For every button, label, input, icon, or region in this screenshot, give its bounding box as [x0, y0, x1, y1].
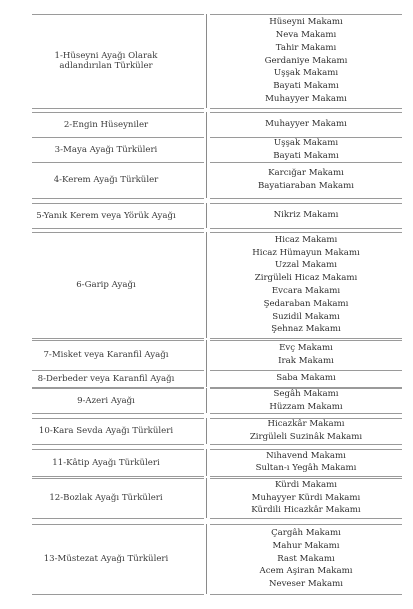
bracket-rule: [210, 232, 402, 233]
bracket-connector: [206, 478, 207, 518]
makam-item: Suzidil Makamı: [272, 311, 340, 322]
ayak-label-line: adlandırılan Türküler: [59, 61, 153, 71]
makam-item: Evcara Makamı: [271, 285, 341, 296]
bracket-rule: [32, 388, 204, 389]
makam-item: Şedaraban Makamı: [263, 298, 349, 309]
makam-item: Bayatiaraban Makamı: [257, 180, 355, 191]
bracket-rule: [210, 388, 402, 389]
makam-item: Acem Aşiran Makamı: [259, 566, 353, 577]
bracket-rule: [32, 228, 204, 229]
bracket-rule: [32, 594, 204, 595]
bracket-connector: [206, 203, 207, 228]
ayak-label: [6, 458, 206, 468]
bracket-connector: [206, 370, 207, 387]
makam-item: Rast Makamı: [277, 553, 335, 564]
bracket-rule: [210, 137, 402, 138]
makam-item: Nihavend Makamı: [266, 450, 346, 461]
ayak-label-line: 10-Kara Sevda Ayağı Türküleri: [38, 426, 174, 436]
makam-item: Hüzzam Makamı: [269, 401, 343, 412]
ayak-label: [6, 280, 206, 290]
ayak-label: [6, 426, 206, 436]
bracket-rule: [210, 338, 402, 339]
bracket-rule: [32, 108, 204, 109]
makam-item: Hicaz Makamı: [274, 234, 338, 245]
bracket-rule: [32, 418, 204, 419]
makam-item: Uşşak Makamı: [273, 68, 339, 79]
bracket-rule: [210, 198, 402, 199]
makam-item: Hicaz Hümayun Makamı: [252, 247, 360, 258]
makam-list: [206, 167, 406, 193]
bracket-rule: [32, 449, 204, 450]
bracket-connector: [206, 340, 207, 370]
bracket-rule: [32, 112, 204, 113]
makam-item: Gerdaniye Makamı: [264, 55, 348, 66]
ayak-label-line: 13-Müstezat Ayağı Türküleri: [43, 554, 169, 564]
bracket-connector: [206, 14, 207, 108]
bracket-rule: [210, 478, 402, 479]
makam-list: [206, 16, 406, 106]
makam-item: Uzzal Makamı: [274, 260, 338, 271]
bracket-rule: [32, 340, 204, 341]
bracket-rule: [210, 594, 402, 595]
makam-item: Mahur Makamı: [272, 540, 340, 551]
makam-list: [206, 137, 406, 163]
bracket-rule: [210, 340, 402, 341]
makam-list: [206, 372, 406, 385]
bracket-connector: [206, 418, 207, 444]
bracket-rule: [210, 14, 402, 15]
makam-list: [206, 118, 406, 131]
makam-item: Muhayyer Makamı: [265, 119, 347, 130]
ayak-label: [6, 175, 206, 185]
ayak-label-line: 11-Kâtip Ayağı Türküleri: [52, 457, 160, 468]
bracket-rule: [32, 444, 204, 445]
makam-item: Neva Makamı: [275, 29, 337, 40]
ayak-label: [6, 493, 206, 503]
bracket-rule: [32, 198, 204, 199]
ayak-label: [6, 374, 206, 384]
bracket-rule: [210, 476, 402, 477]
ayak-label-line: 8-Derbeder veya Karanfil Ayağı: [37, 373, 175, 384]
ayak-label: [6, 211, 206, 221]
makam-item: Uşşak Makamı: [273, 138, 339, 148]
makam-item: Çargâh Makamı: [271, 528, 341, 538]
ayak-label-line: 3-Maya Ayağı Türküleri: [54, 144, 158, 155]
ayak-label: [6, 396, 206, 406]
bracket-rule: [210, 370, 402, 371]
ayak-label-line: 5-Yanık Kerem veya Yörük Ayağı: [36, 210, 176, 221]
makam-item: Kürdili Hicazkâr Makamı: [251, 505, 361, 516]
makam-item: Nikriz Makamı: [273, 210, 339, 221]
makam-item: Karcığar Makamı: [268, 168, 344, 179]
bracket-rule: [32, 137, 204, 138]
makam-item: Şehnaz Makamı: [271, 324, 341, 335]
makam-list: [206, 234, 406, 336]
makam-list: [206, 342, 406, 368]
makam-item: Zirgüleli Suzinâk Makamı: [249, 431, 363, 442]
bracket-connector: [206, 388, 207, 413]
bracket-connector: [206, 137, 207, 162]
makam-item: Irak Makamı: [278, 355, 334, 366]
bracket-rule: [210, 162, 402, 163]
makam-item: Kürdi Makamı: [274, 479, 337, 490]
ayak-label-line: 1-Hüseyni Ayağı Olarak: [54, 51, 158, 61]
bracket-rule: [210, 112, 402, 113]
makam-item: Bayati Makamı: [273, 81, 339, 92]
ayak-label-line: 12-Bozlak Ayağı Türküleri: [49, 493, 163, 503]
bracket-rule: [32, 162, 204, 163]
bracket-connector: [206, 112, 207, 137]
bracket-rule: [210, 524, 402, 525]
makam-item: Muhayyer Kürdi Makamı: [251, 492, 361, 503]
makam-item: Bayati Makamı: [273, 150, 339, 161]
bracket-connector: [206, 449, 207, 476]
makam-item: Hüseyni Makamı: [269, 17, 343, 28]
makam-item: Sultan-ı Yegâh Makamı: [255, 463, 357, 474]
bracket-rule: [210, 203, 402, 204]
bracket-connector: [206, 162, 207, 198]
ayak-label: [6, 51, 206, 71]
bracket-connector: [206, 524, 207, 594]
makam-list: [206, 450, 406, 476]
ayak-label: [6, 145, 206, 155]
bracket-rule: [32, 518, 204, 519]
bracket-rule: [210, 413, 402, 414]
ayak-label-line: 4-Kerem Ayağı Türküler: [53, 175, 159, 185]
bracket-rule: [210, 444, 402, 445]
bracket-rule: [32, 14, 204, 15]
bracket-rule: [210, 228, 402, 229]
ayak-label-line: 9-Azeri Ayağı: [77, 395, 135, 406]
bracket-rule: [210, 518, 402, 519]
makam-item: Hicazkâr Makamı: [267, 419, 345, 430]
bracket-connector: [206, 232, 207, 338]
makam-list: [206, 388, 406, 414]
ayak-label-line: 6-Garip Ayağı: [76, 280, 136, 290]
ayak-label-line: 2-Engin Hüseyniler: [63, 119, 149, 130]
ayak-label: [6, 554, 206, 564]
ayak-label: [6, 120, 206, 130]
bracket-rule: [32, 338, 204, 339]
makam-item: Zirgüleli Hicaz Makamı: [254, 273, 358, 284]
makam-list: [206, 209, 406, 222]
makam-item: Segâh Makamı: [273, 389, 339, 399]
makam-list: [206, 418, 406, 444]
ayak-label: [6, 350, 206, 360]
ayak-label-line: 7-Misket veya Karanfil Ayağı: [43, 350, 169, 360]
bracket-rule: [32, 203, 204, 204]
makam-item: Neveser Makamı: [268, 579, 344, 590]
bracket-rule: [210, 449, 402, 450]
bracket-rule: [32, 524, 204, 525]
makam-list: [206, 527, 406, 591]
makam-item: Evç Makamı: [279, 343, 333, 354]
bracket-rule: [32, 413, 204, 414]
bracket-rule: [32, 476, 204, 477]
bracket-rule: [210, 108, 402, 109]
makam-item: Muhayyer Makamı: [265, 93, 347, 104]
bracket-rule: [210, 418, 402, 419]
makam-item: Tahir Makamı: [275, 42, 337, 53]
bracket-rule: [32, 370, 204, 371]
makam-list: [206, 479, 406, 517]
bracket-rule: [32, 478, 204, 479]
makam-item: Saba Makamı: [276, 373, 336, 384]
bracket-rule: [32, 232, 204, 233]
